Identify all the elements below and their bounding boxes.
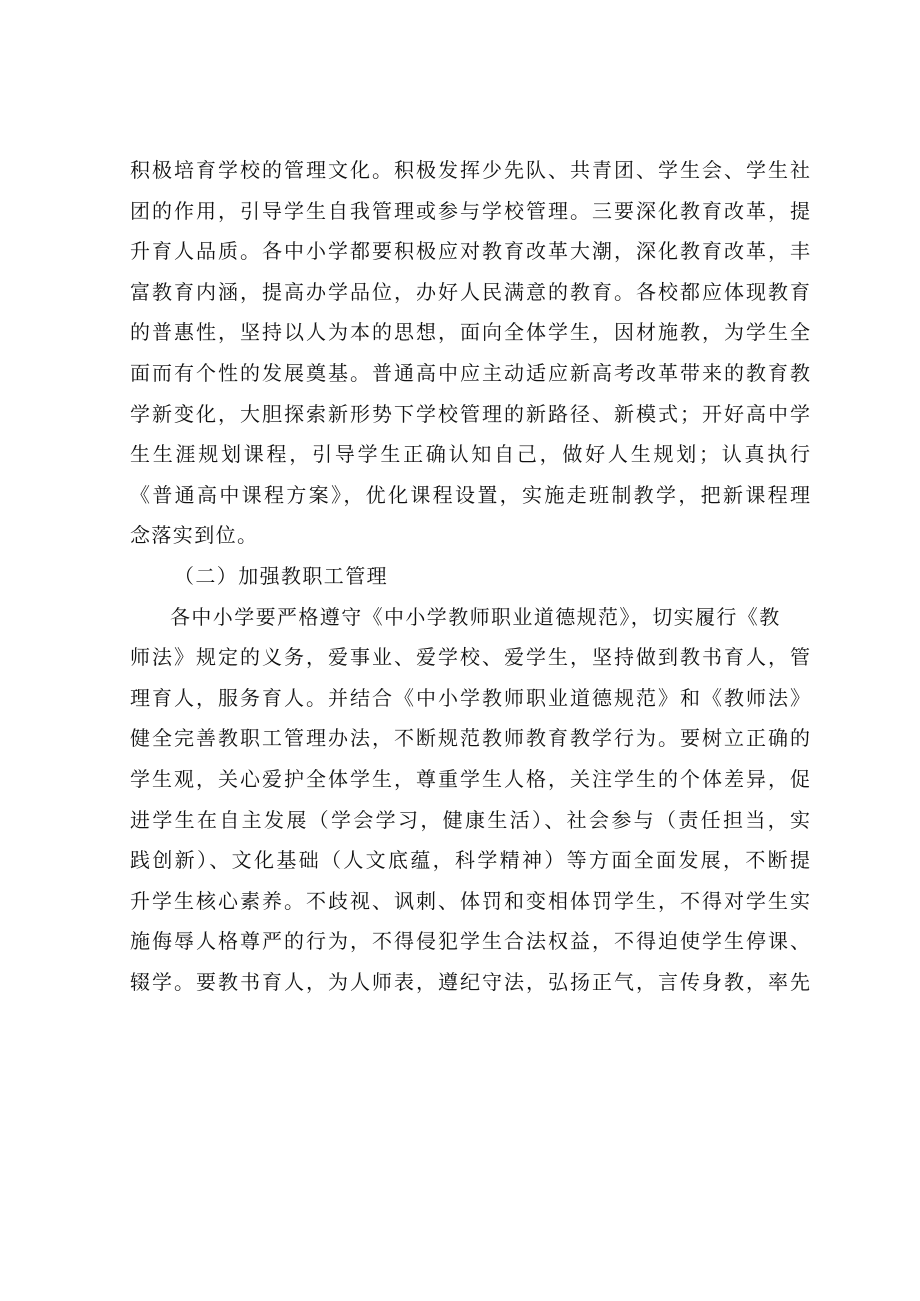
paragraph-line: 进学生在自主发展（学会学习，健康生活）、社会参与（责任担当，实 [130,807,810,832]
paragraph-line: 念落实到位。 [130,523,259,548]
paragraph-line: 积极培育学校的管理文化。积极发挥少先队、共青团、学生会、学生社 [130,158,810,182]
paragraph-line: 升学生核心素养。不歧视、讽刺、体罚和变相体罚学生，不得对学生实 [130,888,810,913]
section-heading: （二）加强教职工管理 [174,563,388,588]
paragraph-line: 辍学。要教书育人，为人师表，遵纪守法，弘扬正气，言传身教，率先 [130,969,810,994]
paragraph-line: 学生观，关心爱护全体学生，尊重学生人格，关注学生的个体差异，促 [130,766,810,791]
paragraph-line: 施侮辱人格尊严的行为，不得侵犯学生合法权益，不得迫使学生停课、 [130,929,810,954]
paragraph-line: 理育人，服务育人。并结合《中小学教师职业道德规范》和《教师法》 [130,685,810,710]
paragraph-line: 团的作用，引导学生自我管理或参与学校管理。三要深化教育改革，提 [130,198,810,223]
paragraph-line: 师法》规定的义务，爱事业、爱学校、爱学生，坚持做到教书育人，管 [130,645,810,670]
paragraph-line: 生生涯规划课程，引导学生正确认知自己，做好人生规划；认真执行 [130,442,810,467]
paragraph-line: 升育人品质。各中小学都要积极应对教育改革大潮，深化教育改革，丰 [130,239,810,264]
paragraph-line: 健全完善教职工管理办法，不断规范教师教育教学行为。要树立正确的 [130,726,810,751]
paragraph-line: 的普惠性，坚持以人为本的思想，面向全体学生，因材施教，为学生全 [130,320,810,345]
paragraph-line: 《普通高中课程方案》，优化课程设置，实施走班制教学，把新课程理 [130,482,810,507]
paragraph-line: 各中小学要严格遵守《中小学教师职业道德规范》，切实履行《教 [170,604,781,629]
paragraph-line: 践创新）、文化基础（人文底蕴，科学精神）等方面全面发展，不断提 [130,848,810,873]
paragraph-line: 富教育内涵，提高办学品位，办好人民满意的教育。各校都应体现教育 [130,279,810,304]
document-body [130,150,810,1002]
paragraph-line: 学新变化，大胆探索新形势下学校管理的新路径、新模式；开好高中学 [130,401,810,426]
paragraph-line: 面而有个性的发展奠基。普通高中应主动适应新高考改革带来的教育教 [130,360,810,385]
